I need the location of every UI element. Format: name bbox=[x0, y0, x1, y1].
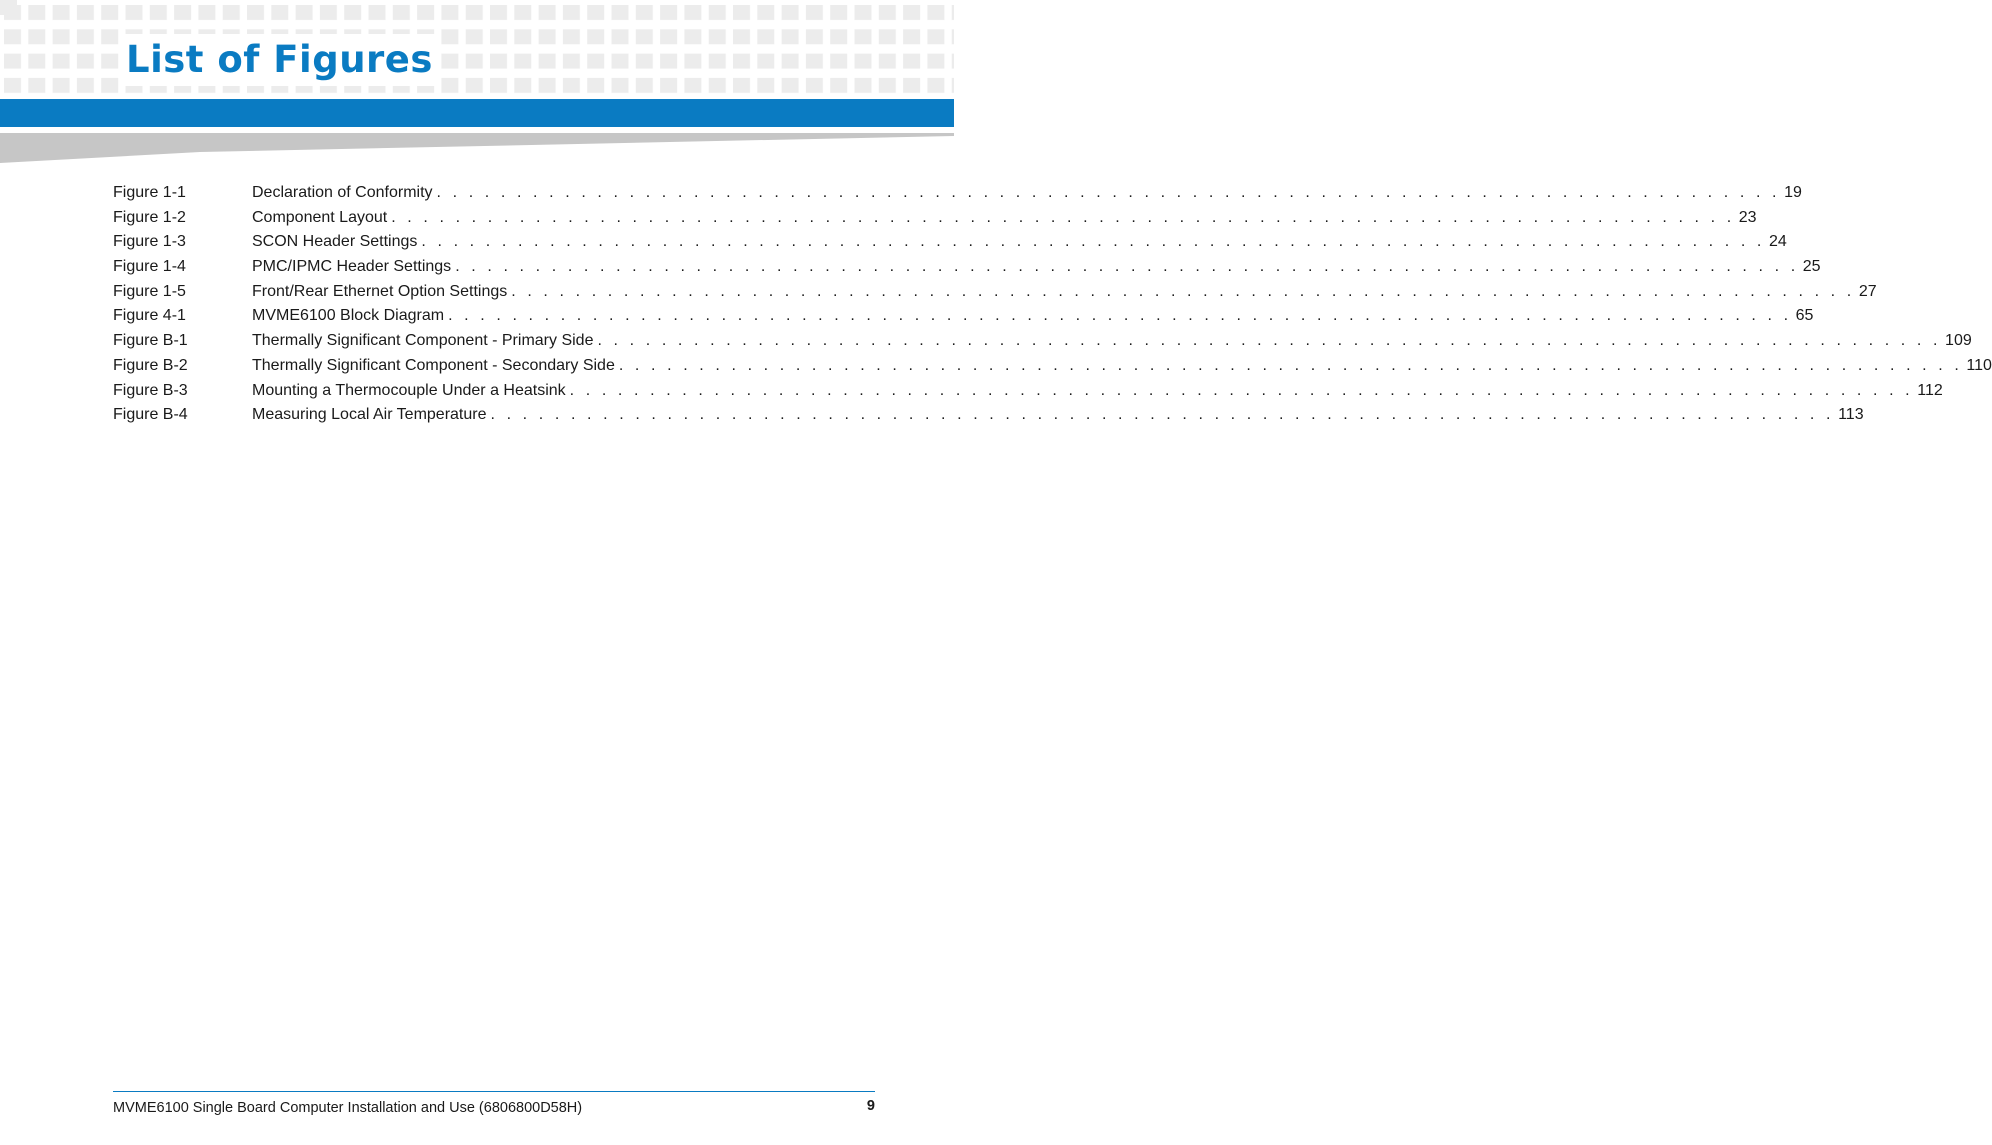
page-reference: 27 bbox=[1858, 282, 1877, 300]
page-reference: 24 bbox=[1768, 233, 1787, 251]
figure-number: Figure B-4 bbox=[113, 406, 188, 424]
toc-entry[interactable] bbox=[113, 406, 1864, 431]
figure-title: PMC/IPMC Header Settings bbox=[252, 258, 452, 276]
figure-number: Figure B-3 bbox=[113, 381, 188, 399]
page-reference: 113 bbox=[1838, 406, 1864, 424]
page-reference: 112 bbox=[1917, 381, 1943, 399]
figure-number: Figure 1-4 bbox=[113, 258, 186, 276]
dot-leader: . . . . . . . . . . . . . . . . . . . . . . . . . . . . . . . . . . . . . . . . . . . . . . . . . . . . . . . . . . . . . . . . . . . . . . . . . . . . . . . . . . . . bbox=[569, 381, 1914, 399]
figure-title: Thermally Significant Component - Secondary Side bbox=[252, 356, 615, 374]
toc-entry[interactable] bbox=[113, 258, 1821, 283]
figure-title: Declaration of Conformity bbox=[252, 184, 433, 201]
figure-title: Measuring Local Air Temperature bbox=[252, 406, 487, 424]
page-reference: 19 bbox=[1784, 184, 1802, 201]
footer-page-number: 9 bbox=[866, 1098, 875, 1114]
toc-entry[interactable] bbox=[113, 184, 1802, 209]
dot-leader: . . . . . . . . . . . . . . . . . . . . . . . . . . . . . . . . . . . . . . . . . . . . . . . . . . . . . . . . . . . . . . . . . . . . . . . . . . . . . . . . . . . . bbox=[455, 258, 1799, 276]
figure-title: SCON Header Settings bbox=[252, 233, 418, 251]
dot-leader: . . . . . . . . . . . . . . . . . . . . . . . . . . . . . . . . . . . . . . . . . . . . . . . . . . . . . . . . . . . . . . . . . . . . . . . . . . . . . . . . . . . . bbox=[490, 406, 1835, 424]
figure-number: Figure 1-5 bbox=[113, 282, 186, 300]
figure-title: Component Layout bbox=[252, 208, 388, 226]
dot-leader: . . . . . . . . . . . . . . . . . . . . . . . . . . . . . . . . . . . . . . . . . . . . . . . . . . . . . . . . . . . . . . . . . . . . . . . . . . . . . . . . . . . . bbox=[391, 208, 1735, 226]
toc-entry[interactable] bbox=[113, 356, 1992, 382]
figure-title: MVME6100 Block Diagram bbox=[252, 307, 445, 325]
page-reference: 109 bbox=[1945, 332, 1972, 350]
page-reference: 23 bbox=[1738, 208, 1757, 226]
figure-number: Figure B-2 bbox=[113, 356, 188, 374]
toc-entry[interactable] bbox=[113, 233, 1787, 258]
figure-number: Figure 1-3 bbox=[113, 233, 186, 251]
dot-leader: . . . . . . . . . . . . . . . . . . . . . . . . . . . . . . . . . . . . . . . . . . . . . . . . . . . . . . . . . . . . . . . . . . . . . . . . . . . . . . . . . . . . bbox=[448, 307, 1792, 325]
footer-document-title: MVME6100 Single Board Computer Installation and Use (6806800D58H) bbox=[113, 1100, 583, 1116]
title-bar bbox=[0, 99, 954, 127]
figure-title: Thermally Significant Component - Primary Side bbox=[252, 332, 594, 350]
toc-entry[interactable] bbox=[113, 282, 1877, 308]
list-of-figures bbox=[113, 184, 1992, 431]
figure-number: Figure 1-2 bbox=[113, 208, 186, 226]
dot-leader: . . . . . . . . . . . . . . . . . . . . . . . . . . . . . . . . . . . . . . . . . . . . . . . . . . . . . . . . . . . . . . . . . . . . . . . . . . . . . . . . . . . . bbox=[597, 332, 1942, 350]
dot-leader: . . . . . . . . . . . . . . . . . . . . . . . . . . . . . . . . . . . . . . . . . . . . . . . . . . . . . . . . . . . . . . . . . . . . . . . . . . . . . . . . . . . . bbox=[618, 356, 1963, 374]
dot-leader: . . . . . . . . . . . . . . . . . . . . . . . . . . . . . . . . . . . . . . . . . . . . . . . . . . . . . . . . . . . . . . . . . . . . . . . . . . . . . . . . . . . . bbox=[511, 282, 1855, 300]
toc-entry[interactable] bbox=[113, 208, 1757, 234]
footer-rule bbox=[113, 1091, 875, 1092]
page-title: List of Figures bbox=[122, 34, 437, 86]
toc-entry[interactable] bbox=[113, 307, 1814, 332]
figure-number: Figure B-1 bbox=[113, 332, 188, 350]
page-reference: 25 bbox=[1802, 258, 1821, 276]
page-reference: 110 bbox=[1966, 356, 1992, 374]
dot-leader: . . . . . . . . . . . . . . . . . . . . . . . . . . . . . . . . . . . . . . . . . . . . . . . . . . . . . . . . . . . . . . . . . . . . . . . . . . . . . . . . . . . . bbox=[421, 233, 1765, 251]
figure-title: Mounting a Thermocouple Under a Heatsink bbox=[252, 381, 566, 399]
dot-leader: . . . . . . . . . . . . . . . . . . . . . . . . . . . . . . . . . . . . . . . . . . . . . . . . . . . . . . . . . . . . . . . . . . . . . . . . . . . . . . . . . . . . bbox=[436, 184, 1781, 201]
figure-title: Front/Rear Ethernet Option Settings bbox=[252, 282, 508, 300]
figure-number: Figure 4-1 bbox=[113, 307, 186, 325]
toc-entry[interactable] bbox=[113, 381, 1943, 407]
toc-entry[interactable] bbox=[113, 332, 1972, 357]
page-reference: 65 bbox=[1795, 307, 1814, 325]
header-swoosh bbox=[0, 127, 954, 165]
figure-number: Figure 1-1 bbox=[113, 184, 186, 201]
